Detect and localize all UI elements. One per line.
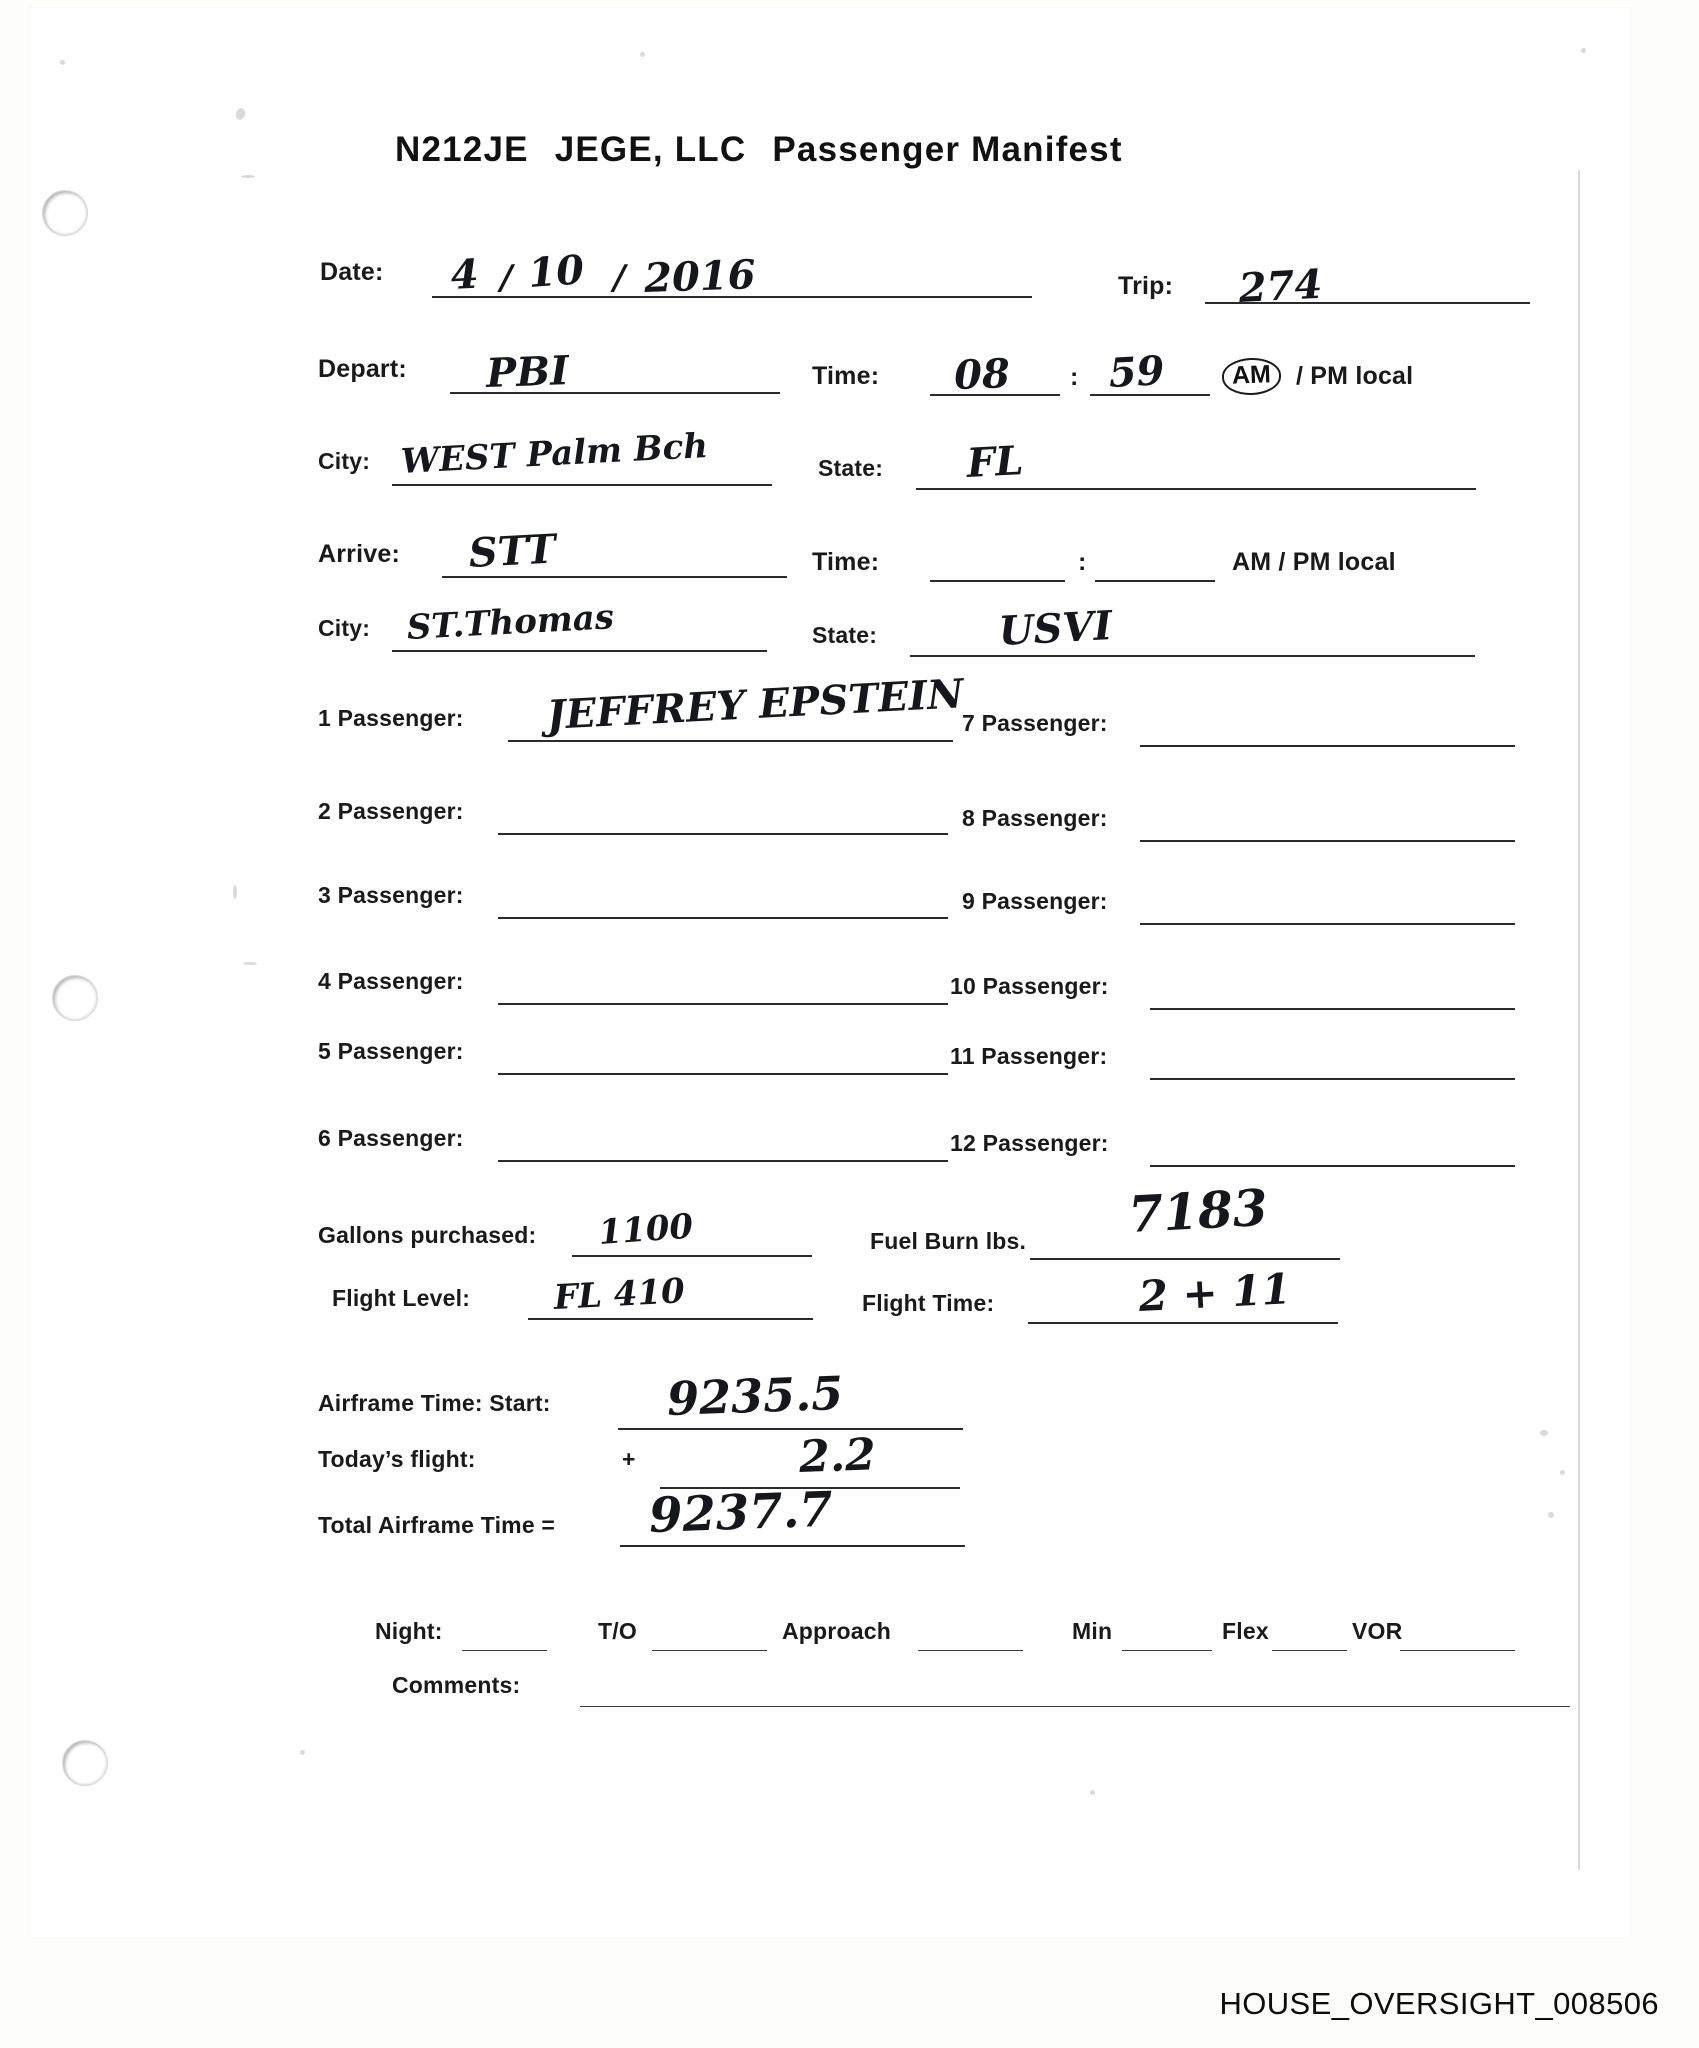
gallons-purchased-label: Gallons purchased: bbox=[318, 1222, 537, 1248]
takeoff-label: T/O bbox=[598, 1618, 637, 1644]
passenger-3-rule bbox=[498, 917, 948, 919]
takeoff-rule bbox=[652, 1650, 767, 1651]
passenger-8-rule bbox=[1140, 840, 1515, 842]
scan-speck bbox=[1090, 1790, 1095, 1795]
flight-time-rule bbox=[1028, 1322, 1338, 1324]
passenger-8-label: 8 Passenger: bbox=[962, 805, 1108, 831]
min-rule bbox=[1122, 1650, 1212, 1651]
arrive-label: Arrive: bbox=[318, 540, 400, 568]
depart-time-label: Time: bbox=[812, 362, 880, 390]
total-airframe-rule bbox=[620, 1545, 965, 1547]
flight-time-label: Flight Time: bbox=[862, 1290, 995, 1316]
gallons-purchased-rule bbox=[572, 1255, 812, 1257]
arrive-state-rule bbox=[910, 655, 1475, 657]
passenger-5-label: 5 Passenger: bbox=[318, 1038, 464, 1064]
plus-sign: + bbox=[622, 1446, 636, 1472]
scan-speck bbox=[1560, 1470, 1565, 1475]
passenger-6-rule bbox=[498, 1160, 948, 1162]
trip-label: Trip: bbox=[1118, 272, 1174, 300]
flight-level-value: FL 410 bbox=[552, 1271, 686, 1318]
passenger-7-rule bbox=[1140, 745, 1515, 747]
arrive-time-label: Time: bbox=[812, 548, 880, 576]
scan-speck bbox=[241, 175, 255, 178]
depart-state-rule bbox=[916, 488, 1476, 490]
passenger-11-rule bbox=[1150, 1078, 1515, 1080]
passenger-11-label: 11 Passenger: bbox=[950, 1043, 1108, 1069]
passenger-4-rule bbox=[498, 1003, 948, 1005]
approach-rule bbox=[918, 1650, 1023, 1651]
passenger-1-label: 1 Passenger: bbox=[318, 705, 464, 731]
approach-label: Approach bbox=[782, 1618, 891, 1644]
depart-label: Depart: bbox=[318, 355, 407, 383]
arrive-city-value: ST.Thomas bbox=[405, 597, 615, 648]
date-day-value: 10 bbox=[526, 246, 586, 297]
comments-label: Comments: bbox=[392, 1672, 521, 1698]
depart-state-label: State: bbox=[818, 455, 884, 481]
page-title bbox=[395, 130, 1123, 170]
scan-speck bbox=[60, 60, 65, 65]
airframe-start-rule bbox=[618, 1428, 963, 1430]
title-tail-number: N212JE bbox=[395, 130, 529, 169]
am-circled-marker: AM bbox=[1221, 357, 1281, 396]
total-airframe-value: 9237.7 bbox=[648, 1481, 834, 1544]
date-year-value: 2016 bbox=[643, 251, 757, 302]
scan-speck bbox=[1548, 1512, 1554, 1518]
vor-rule bbox=[1400, 1650, 1515, 1651]
arrive-value: STT bbox=[467, 525, 557, 577]
binder-hole-icon bbox=[62, 1740, 108, 1786]
scan-speck bbox=[300, 1750, 305, 1755]
depart-city-label: City: bbox=[318, 448, 371, 474]
arrive-time-hour-rule bbox=[930, 580, 1065, 582]
flight-time-value: 2 + 11 bbox=[1137, 1264, 1292, 1321]
passenger-12-rule bbox=[1150, 1165, 1515, 1167]
passenger-9-rule bbox=[1140, 923, 1515, 925]
night-label: Night: bbox=[375, 1618, 443, 1644]
depart-time-minute-value: 59 bbox=[1107, 347, 1166, 397]
passenger-3-label: 3 Passenger: bbox=[318, 882, 464, 908]
scan-speck bbox=[233, 885, 237, 899]
passenger-9-label: 9 Passenger: bbox=[962, 888, 1108, 914]
flight-level-rule bbox=[528, 1318, 813, 1320]
arrive-time-colon: : bbox=[1078, 548, 1087, 576]
date-month-value: 4 bbox=[449, 250, 480, 299]
min-label: Min bbox=[1072, 1618, 1113, 1644]
bates-number: HOUSE_OVERSIGHT_008506 bbox=[1219, 1986, 1659, 2021]
airframe-start-label: Airframe Time: Start: bbox=[318, 1390, 551, 1416]
passenger-4-label: 4 Passenger: bbox=[318, 968, 464, 994]
airframe-start-value: 9235.5 bbox=[666, 1365, 844, 1426]
passenger-10-label: 10 Passenger: bbox=[950, 973, 1109, 999]
fuel-burn-rule bbox=[1030, 1258, 1340, 1260]
passenger-10-rule bbox=[1150, 1008, 1515, 1010]
scan-speck bbox=[640, 52, 645, 57]
arrive-time-min-rule bbox=[1095, 580, 1215, 582]
scan-speck bbox=[1581, 48, 1586, 53]
depart-value: PBI bbox=[485, 347, 570, 397]
total-airframe-label: Total Airframe Time = bbox=[318, 1512, 556, 1538]
binder-hole-icon bbox=[42, 190, 88, 236]
comments-rule bbox=[580, 1706, 1570, 1707]
flex-rule bbox=[1272, 1650, 1347, 1651]
depart-city-value: WEST Palm Bch bbox=[399, 425, 709, 482]
night-rule bbox=[462, 1650, 547, 1651]
arrive-state-label: State: bbox=[812, 622, 878, 648]
date-label: Date: bbox=[320, 258, 384, 286]
scan-speck bbox=[1540, 1430, 1548, 1436]
passenger-1-rule bbox=[508, 740, 953, 742]
title-form-type: Passenger Manifest bbox=[772, 130, 1123, 169]
ampm-local-label: / PM local bbox=[1296, 362, 1414, 390]
depart-time-hour-value: 08 bbox=[953, 350, 1011, 399]
passenger-1-value: JEFFREY EPSTEIN bbox=[545, 670, 965, 739]
trip-value: 274 bbox=[1237, 260, 1324, 312]
arrive-city-label: City: bbox=[318, 615, 371, 641]
flight-level-label: Flight Level: bbox=[332, 1285, 471, 1311]
passenger-7-label: 7 Passenger: bbox=[962, 710, 1108, 736]
passenger-12-label: 12 Passenger: bbox=[950, 1130, 1109, 1156]
todays-flight-value: 2.2 bbox=[798, 1429, 877, 1483]
arrive-field-rule bbox=[442, 576, 787, 578]
date-separator: / bbox=[500, 258, 513, 298]
arrive-ampm-label: AM / PM local bbox=[1232, 548, 1396, 576]
binder-hole-icon bbox=[52, 975, 98, 1021]
vor-label: VOR bbox=[1352, 1618, 1403, 1644]
passenger-5-rule bbox=[498, 1073, 948, 1075]
scan-speck bbox=[243, 962, 257, 965]
flex-label: Flex bbox=[1222, 1618, 1269, 1644]
fuel-burn-value: 7183 bbox=[1126, 1177, 1269, 1244]
todays-flight-label: Today’s flight: bbox=[318, 1446, 476, 1472]
passenger-2-label: 2 Passenger: bbox=[318, 798, 464, 824]
arrive-state-value: USVI bbox=[997, 602, 1114, 655]
fuel-burn-label: Fuel Burn lbs. bbox=[870, 1228, 1027, 1254]
gallons-purchased-value: 1100 bbox=[597, 1206, 695, 1253]
arrive-city-rule bbox=[392, 650, 767, 652]
depart-state-value: FL bbox=[965, 437, 1025, 487]
scan-edge-line bbox=[1578, 170, 1580, 1870]
depart-city-rule bbox=[392, 484, 772, 486]
passenger-6-label: 6 Passenger: bbox=[318, 1125, 464, 1151]
title-company: JEGE, LLC bbox=[554, 130, 747, 169]
depart-time-colon: : bbox=[1070, 363, 1079, 391]
date-separator: / bbox=[613, 258, 626, 298]
passenger-2-rule bbox=[498, 833, 948, 835]
